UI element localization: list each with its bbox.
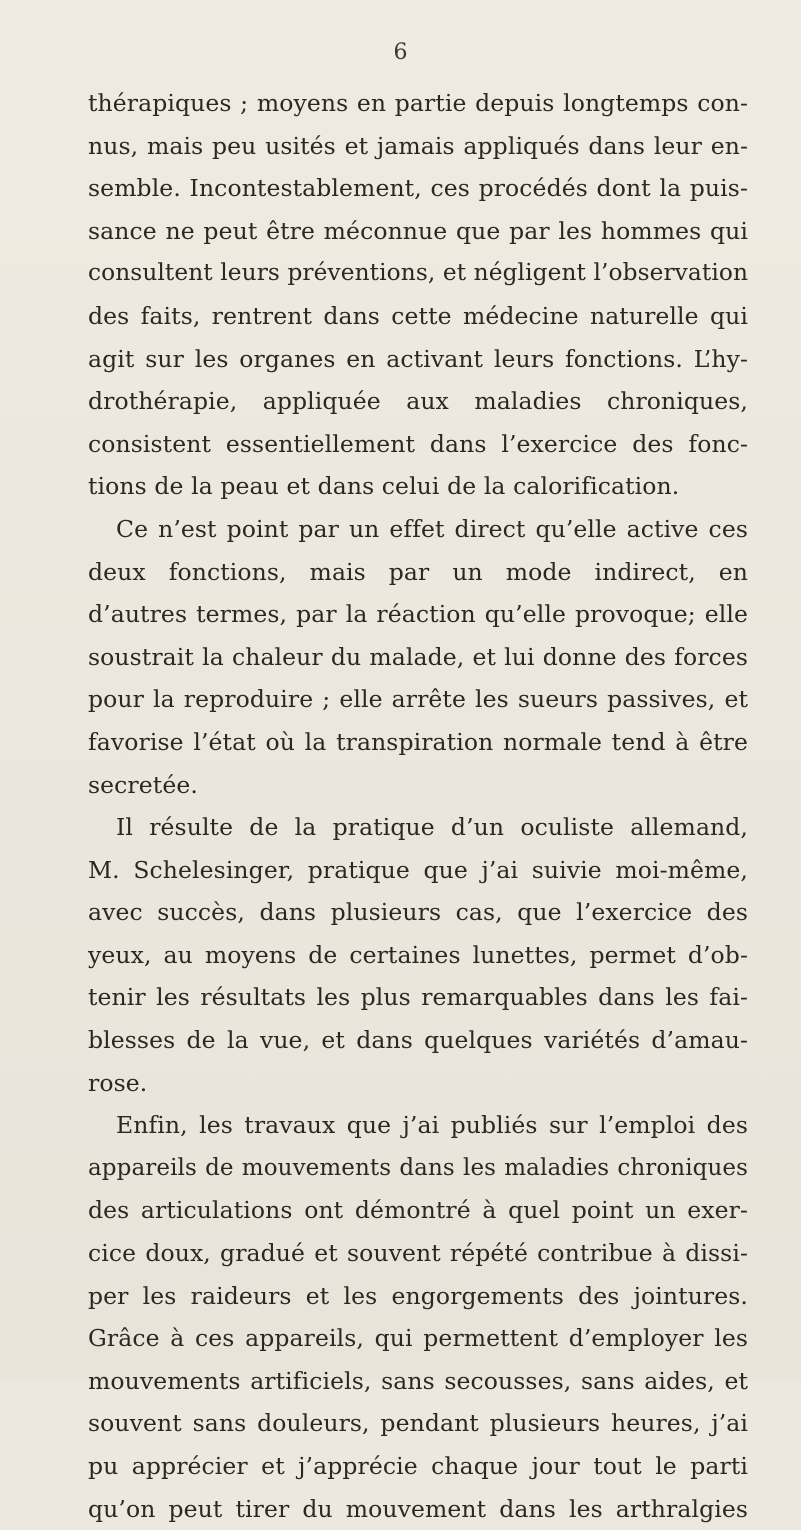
- text-line: Ce n’est point par un effet direct qu’elle active ces: [116, 514, 748, 543]
- text-line: tenir les résultats les plus remarquables dans les fai-: [88, 983, 748, 1012]
- text-line: d’autres termes, par la réaction qu’elle provoque; elle: [88, 600, 748, 629]
- text-line: pour la reproduire ; elle arrête les sueurs passives, et: [88, 685, 748, 714]
- text-line: favorise l’état où la transpiration normale tend à être: [88, 727, 748, 756]
- text-line: soustrait la chaleur du malade, et lui donne des forces: [88, 642, 748, 671]
- text-line: des faits, rentrent dans cette médecine naturelle qui: [88, 301, 748, 330]
- text-line: Il résulte de la pratique d’un oculiste allemand,: [116, 813, 748, 842]
- text-line: blesses de la vue, et dans quelques variétés d’amau-: [88, 1026, 748, 1055]
- text-line: consultent leurs préventions, et négligent l’observation: [88, 259, 749, 287]
- text-line: nus, mais peu usités et jamais appliqués dans leur en-: [88, 131, 748, 160]
- text-line: thérapiques ; moyens en partie depuis longtemps con-: [88, 89, 748, 117]
- text-line: appareils de mouvements dans les maladies chroniques: [88, 1154, 748, 1181]
- text-line: avec succès, dans plusieurs cas, que l’exercice des: [88, 898, 748, 927]
- text-line: tions de la peau et dans celui de la calorification.: [88, 472, 680, 501]
- text-line: des articulations ont démontré à quel point un exer-: [88, 1196, 748, 1225]
- text-line: souvent sans douleurs, pendant plusieurs heures, j’ai: [88, 1409, 748, 1438]
- text-line: deux fonctions, mais par un mode indirect, en: [88, 557, 748, 586]
- text-line: secretée.: [88, 770, 198, 799]
- text-line: mouvements artificiels, sans secousses, sans aides, et: [88, 1366, 748, 1395]
- text-line: M. Schelesinger, pratique que j’ai suivie moi-même,: [88, 855, 748, 884]
- text-line: Grâce à ces appareils, qui permettent d’employer les: [88, 1324, 748, 1353]
- text-line: Enfin, les travaux que j’ai publiés sur l’emploi des: [116, 1111, 748, 1140]
- text-line: cice doux, gradué et souvent répété contribue à dissi-: [88, 1239, 748, 1268]
- body-text: [88, 82, 748, 1530]
- text-line: drothérapie, appliquée aux maladies chroniques,: [88, 387, 748, 416]
- text-line: yeux, au moyens de certaines lunettes, permet d’ob-: [88, 940, 748, 969]
- text-line: semble. Incontestablement, ces procédés dont la puis-: [88, 174, 748, 203]
- text-line: consistent essentiellement dans l’exercice des fonc-: [88, 429, 748, 458]
- text-line: qu’on peut tirer du mouvement dans les arthralgies: [88, 1494, 748, 1523]
- text-line: per les raideurs et les engorgements des jointures.: [88, 1281, 748, 1310]
- text-line: rose.: [88, 1068, 148, 1097]
- text-line: pu apprécier et j’apprécie chaque jour tout le parti: [88, 1452, 748, 1480]
- page-number: 6: [393, 40, 408, 65]
- text-line: sance ne peut être méconnue que par les hommes qui: [88, 216, 748, 245]
- text-line: agit sur les organes en activant leurs fonctions. L’hy-: [88, 344, 748, 373]
